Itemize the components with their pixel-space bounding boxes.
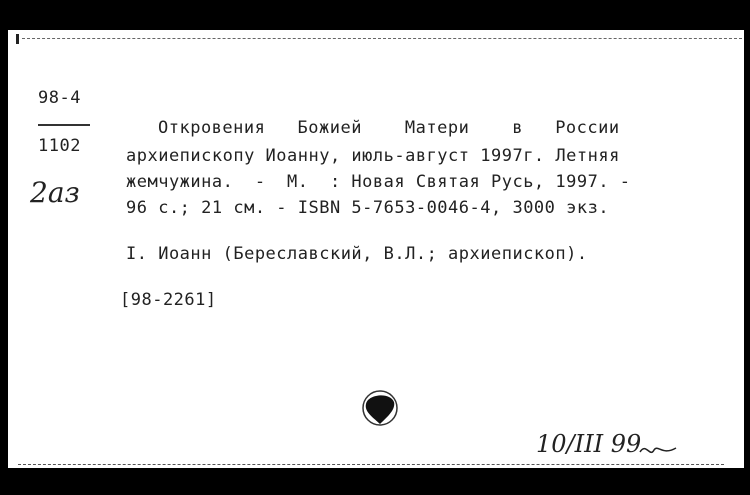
shelf-mark-top: 98-4 bbox=[38, 88, 81, 108]
handwritten-signature-icon bbox=[638, 440, 678, 460]
body-line-1: Откровения Божией Матери в России bbox=[158, 118, 620, 138]
library-stamp-icon bbox=[360, 388, 400, 428]
body-line-3: жемчужина. - М. : Новая Святая Русь, 1997. - bbox=[126, 172, 631, 192]
body-line-2: архиепископу Иоанну, июль-август 1997г. Летняя bbox=[126, 146, 620, 166]
handwritten-mark: 2аз bbox=[30, 176, 80, 209]
record-number: [98-2261] bbox=[120, 290, 217, 310]
body-line-4: 96 с.; 21 см. - ISBN 5-7653-0046-4, 3000 экз. bbox=[126, 198, 610, 218]
handwritten-date: 10/III 99 bbox=[536, 430, 642, 458]
shelf-mark-rule bbox=[38, 124, 90, 126]
shelf-mark-bottom: 1102 bbox=[38, 136, 81, 156]
bottom-scan-line bbox=[18, 464, 724, 465]
added-entry: I. Иоанн (Береславский, В.Л.; архиепископ). bbox=[126, 244, 588, 264]
catalog-card bbox=[8, 30, 744, 468]
card-edge-mark bbox=[16, 34, 19, 44]
top-scan-line bbox=[22, 38, 742, 39]
